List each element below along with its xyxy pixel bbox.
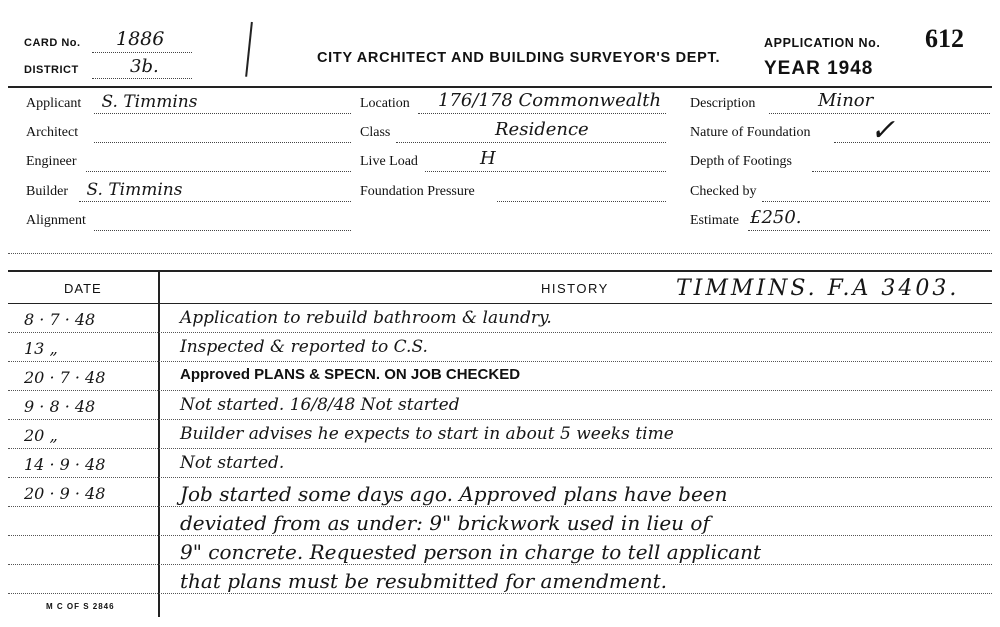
department-title: CITY ARCHITECT AND BUILDING SURVEYOR'S DEPT. [317, 50, 721, 66]
history-row-line [8, 593, 992, 594]
district-label: DISTRICT [24, 64, 79, 76]
field-label-estimate: Estimate [690, 213, 739, 228]
history-entry: Not started. [180, 453, 285, 473]
history-row-line [8, 361, 992, 362]
card-no-value: 1886 [116, 28, 165, 50]
history-date: 14 · 9 · 48 [24, 455, 106, 474]
district-line [92, 78, 192, 79]
history-entry: deviated from as under: 9" brickwork used in lieu of [180, 511, 710, 535]
history-entry: that plans must be resubmitted for amendment. [180, 569, 667, 593]
field-line [94, 113, 352, 114]
year-label: YEAR 1948 [764, 58, 874, 79]
history-entry: Job started some days ago. Approved plans have been [180, 482, 728, 506]
field-label-live-load: Live Load [360, 154, 418, 169]
history-row-line [8, 564, 992, 565]
field-line [94, 142, 352, 143]
history-header-divider [8, 303, 992, 304]
field-value: ✓ [870, 113, 896, 148]
form-code: M C OF S 2846 [46, 602, 115, 611]
history-entry: Not started. 16/8/48 Not started [180, 395, 460, 415]
history-date: 20 · 7 · 48 [24, 368, 106, 387]
history-entry: Application to rebuild bathroom & laundry. [180, 308, 552, 328]
file-reference: TIMMINS. F.A 3403. [676, 276, 960, 301]
header-divider [8, 86, 992, 88]
field-line [418, 113, 666, 114]
field-line [748, 230, 990, 231]
field-label-depth-of-footings: Depth of Footings [690, 154, 792, 169]
field-label-architect: Architect [26, 125, 79, 140]
card-no-label: CARD No. [24, 37, 81, 49]
field-line [834, 142, 990, 143]
field-line [94, 230, 352, 231]
field-label-builder: Builder [26, 184, 68, 199]
application-no-value: 612 [925, 24, 964, 53]
card-no-line [92, 52, 192, 53]
history-row-line [8, 477, 992, 478]
history-date: 20 „ [24, 426, 58, 445]
blank-line [8, 253, 992, 254]
pen-stroke [245, 22, 256, 77]
date-column-header: DATE [64, 281, 102, 296]
field-value: H [480, 148, 496, 169]
history-row-line [8, 390, 992, 391]
date-column-rule [158, 272, 160, 617]
history-row-line [8, 419, 992, 420]
field-line [79, 201, 352, 202]
field-line [812, 171, 990, 172]
history-row-line [8, 332, 992, 333]
field-label-class: Class [360, 125, 391, 140]
history-date: 20 · 9 · 48 [24, 484, 106, 503]
history-entry: 9" concrete. Requested person in charge to tell applicant [180, 540, 762, 564]
field-label-checked-by: Checked by [690, 184, 757, 199]
application-no-label: APPLICATION No. [764, 36, 881, 50]
field-value: Residence [495, 119, 589, 140]
history-row-line [8, 448, 992, 449]
field-label-engineer: Engineer [26, 154, 77, 169]
history-entry: Builder advises he expects to start in about 5 weeks time [180, 424, 674, 444]
history-column-header: HISTORY [541, 281, 609, 296]
field-line [425, 171, 666, 172]
field-line [396, 142, 666, 143]
field-label-nature-of-foundation: Nature of Foundation [690, 125, 811, 140]
district-value: 3b. [130, 56, 159, 77]
field-label-description: Description [690, 96, 756, 111]
field-line [497, 201, 666, 202]
field-value: S. Timmins [86, 180, 183, 200]
field-label-foundation-pressure: Foundation Pressure [360, 184, 475, 199]
history-date: 8 · 7 · 48 [24, 310, 96, 329]
history-entry: Inspected & reported to C.S. [180, 337, 428, 357]
history-row-line [8, 506, 992, 507]
fields-divider [8, 270, 992, 272]
field-label-alignment: Alignment [26, 213, 86, 228]
field-line [86, 171, 351, 172]
history-row-line [8, 535, 992, 536]
field-value: Minor [818, 90, 874, 111]
history-entry: Approved PLANS & SPECN. ON JOB CHECKED [180, 366, 521, 383]
history-date: 13 „ [24, 339, 58, 358]
field-value: £250. [750, 207, 802, 228]
field-value: S. Timmins [101, 92, 198, 112]
field-line [762, 201, 990, 202]
field-label-applicant: Applicant [26, 96, 82, 111]
field-label-location: Location [360, 96, 410, 111]
history-date: 9 · 8 · 48 [24, 397, 96, 416]
field-value: 176/178 Commonwealth [438, 90, 662, 111]
